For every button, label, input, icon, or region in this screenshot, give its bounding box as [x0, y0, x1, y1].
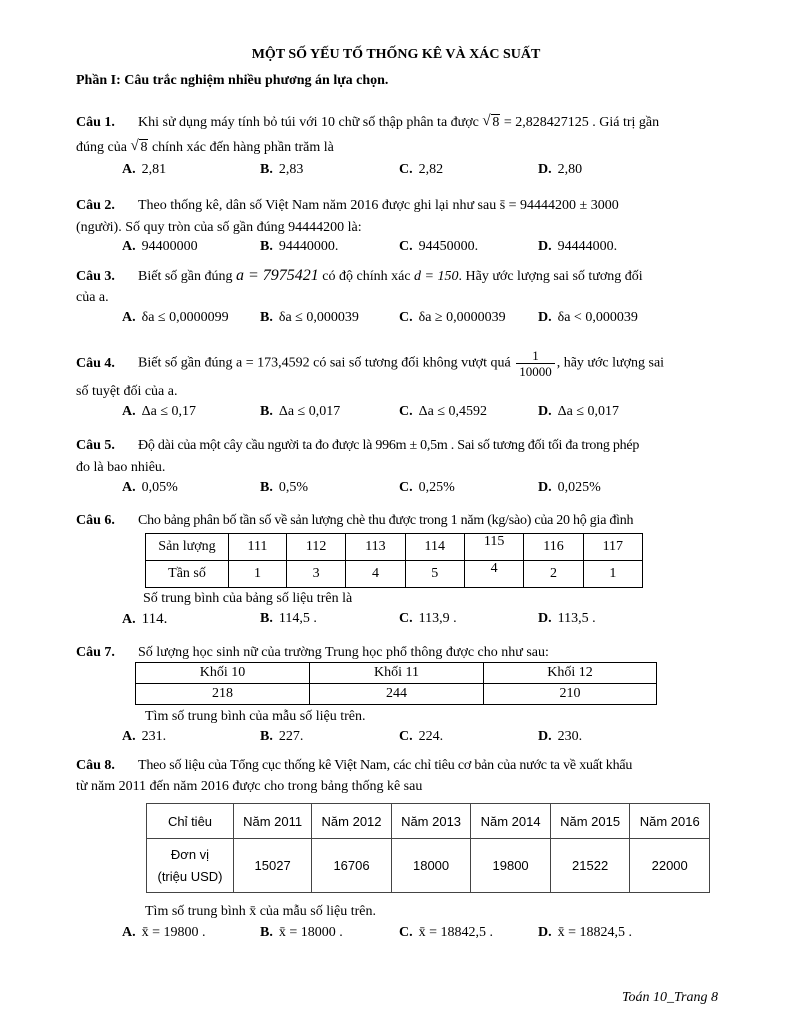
option-d[interactable]: D. 230.	[538, 729, 583, 744]
option-b[interactable]: B. x̄ = 18000 .	[260, 925, 343, 940]
question-text: , hãy ước lượng sai	[556, 355, 665, 371]
table-cell: 16706	[312, 839, 392, 893]
sqrt-symbol: √ 8	[482, 113, 500, 130]
question-number: Câu 4.	[76, 355, 115, 371]
table-cell: Năm 2014	[471, 804, 551, 839]
question-number: Câu 7.	[76, 645, 115, 660]
answer-options-8	[122, 925, 722, 945]
question-1-cont	[76, 138, 718, 158]
table-cell: Khối 12	[484, 663, 657, 684]
question-1	[76, 113, 718, 133]
question-5-cont: đo là bao nhiêu.	[76, 460, 166, 475]
option-d[interactable]: D. 113,5 .	[538, 611, 596, 626]
table-cell: Khối 10	[136, 663, 310, 684]
table-cell: Tần số	[146, 561, 229, 588]
question-text: Khi sử dụng máy tính bỏ túi với 10 chữ số thập phân ta được	[138, 115, 483, 130]
question-number: Câu 1.	[76, 115, 115, 130]
page-footer: Toán 10_Trang 8	[622, 990, 718, 1005]
table-cell: 1	[583, 561, 642, 588]
table-row	[146, 534, 643, 561]
question-text: Biết số gần đúng	[138, 355, 236, 371]
option-d[interactable]: D. 0,025%	[538, 480, 601, 495]
question-text: Theo số liệu của Tổng cục thống kê Việt Nam, các chỉ tiêu cơ bản của nước ta về xuất khẩu	[138, 758, 633, 773]
table-row	[147, 839, 710, 893]
option-a[interactable]: A. δa ≤ 0,0000099	[122, 310, 229, 325]
option-a[interactable]: A. 94400000	[122, 239, 198, 254]
question-number: Câu 2.	[76, 198, 115, 213]
table-cell: 21522	[550, 839, 630, 893]
page-title: MỘT SỐ YẾU TỐ THỐNG KÊ VÀ XÁC SUẤT	[251, 47, 541, 62]
table-cell: 244	[310, 684, 484, 705]
table-cell: Năm 2012	[312, 804, 392, 839]
table-cell: 115	[464, 534, 523, 561]
question-number: Câu 5.	[76, 438, 115, 453]
option-b[interactable]: B. 227.	[260, 729, 304, 744]
table-cell: Sản lượng	[146, 534, 229, 561]
table-cell: 1	[229, 561, 287, 588]
question-4-cont: số tuyệt đối của a.	[76, 384, 178, 399]
answer-options-7	[122, 729, 722, 749]
option-a[interactable]: A. 0,05%	[122, 480, 178, 495]
option-d[interactable]: D. δa < 0,000039	[538, 310, 638, 325]
table-cell: 2	[524, 561, 583, 588]
frequency-table	[145, 533, 643, 588]
option-d[interactable]: D. Δa ≤ 0,017	[538, 404, 620, 419]
option-b[interactable]: B. 0,5%	[260, 480, 309, 495]
option-a[interactable]: A. Δa ≤ 0,17	[122, 404, 197, 419]
option-d[interactable]: D. 2,80	[538, 162, 583, 177]
table-cell: Năm 2016	[630, 804, 710, 839]
formula: a = 173,4592	[236, 355, 310, 371]
option-b[interactable]: B. 114,5 .	[260, 611, 317, 626]
option-c[interactable]: C. 113,9 .	[399, 611, 457, 626]
table-cell: 218	[136, 684, 310, 705]
table-cell: 4	[464, 561, 523, 588]
table-cell: Năm 2015	[550, 804, 630, 839]
answer-options-6	[122, 611, 722, 631]
table-cell: Chỉ tiêu	[147, 804, 234, 839]
question-8-cont: từ năm 2011 đến năm 2016 được cho trong bảng thống kê sau	[76, 779, 423, 794]
table-cell: 112	[286, 534, 345, 561]
table-row	[147, 804, 710, 839]
option-c[interactable]: C. 0,25%	[399, 480, 455, 495]
table-cell: 22000	[630, 839, 710, 893]
question-number: Câu 8.	[76, 758, 115, 773]
question-2	[76, 196, 718, 216]
option-b[interactable]: B. δa ≤ 0,000039	[260, 310, 359, 325]
table-cell: 18000	[391, 839, 471, 893]
table-cell: 19800	[471, 839, 551, 893]
option-a[interactable]: A. 231.	[122, 729, 167, 744]
question-3-cont: của a.	[76, 290, 109, 305]
question-text: Số lượng học sinh nữ của trường Trung học phổ thông được cho như sau:	[138, 645, 549, 660]
option-c[interactable]: C. 2,82	[399, 162, 444, 177]
question-text: đúng của	[76, 140, 131, 155]
answer-options-2	[122, 239, 722, 259]
question-text: = 2,828427125 . Giá trị gần	[500, 115, 660, 130]
option-b[interactable]: B. 2,83	[260, 162, 304, 177]
question-number: Câu 3.	[76, 269, 115, 284]
table-cell: 210	[484, 684, 657, 705]
formula: a = 7975421	[236, 267, 319, 284]
option-b[interactable]: B. Δa ≤ 0,017	[260, 404, 341, 419]
table-cell: Năm 2013	[391, 804, 471, 839]
answer-options-4	[122, 404, 722, 424]
option-d[interactable]: D. 94444000.	[538, 239, 618, 254]
table-cell: 5	[405, 561, 464, 588]
question-text: . Hãy ước lượng sai số tương đối	[458, 269, 643, 284]
table-cell: 3	[286, 561, 345, 588]
question-7	[76, 643, 718, 663]
table-cell: 111	[229, 534, 287, 561]
sqrt-symbol: √ 8	[130, 138, 148, 155]
table-cell: 114	[405, 534, 464, 561]
question-8	[76, 756, 718, 776]
option-c[interactable]: C. 94450000.	[399, 239, 479, 254]
table-row	[136, 684, 657, 705]
fraction: $\frac{1}{10000}$	[516, 348, 555, 379]
table-cell: 116	[524, 534, 583, 561]
question-6	[76, 511, 718, 531]
option-d[interactable]: D. x̄ = 18824,5 .	[538, 925, 633, 940]
table-cell: Đơn vị (triệu USD)	[147, 839, 234, 893]
table-cell: 113	[346, 534, 405, 561]
question-text: có sai số tương đối không vượt quá	[309, 355, 515, 371]
question-text: Độ dài của một cây cầu người ta đo được là 996m ± 0,5m . Sai số tương đối tối đa trong phép	[138, 438, 640, 453]
export-table	[146, 803, 710, 893]
question-text: Cho bảng phân bố tần số về sản lượng chè thu được trong 1 năm (kg/sào) của 20 hộ gia đình	[138, 513, 634, 528]
question-3	[76, 266, 718, 287]
option-c[interactable]: C. δa ≥ 0,0000039	[399, 310, 506, 325]
question-number: Câu 6.	[76, 513, 115, 528]
option-c[interactable]: C. x̄ = 18842,5 .	[399, 925, 494, 940]
table-cell: Khối 11	[310, 663, 484, 684]
question-text: chính xác đến hàng phần trăm là	[148, 140, 334, 155]
formula: d = 150	[414, 269, 459, 284]
question-2-cont: (người). Số quy tròn của số gần đúng 94444200 là:	[76, 220, 362, 235]
question-text: Biết số gần đúng	[138, 269, 236, 284]
students-table	[135, 662, 657, 705]
part-heading: Phần I: Câu trắc nghiệm nhiều phương án lựa chọn.	[76, 73, 389, 88]
option-a[interactable]: A. x̄ = 19800 .	[122, 925, 206, 940]
table-cell: Năm 2011	[234, 804, 312, 839]
option-c[interactable]: C. Δa ≤ 0,4592	[399, 404, 488, 419]
table-cell: 15027	[234, 839, 312, 893]
question-8-cont2: Tìm số trung bình x̄ của mẫu số liệu trên.	[145, 904, 376, 919]
question-4	[76, 348, 718, 379]
question-7-cont: Tìm số trung bình của mẫu số liệu trên.	[145, 709, 366, 724]
table-cell: 4	[346, 561, 405, 588]
table-row	[146, 561, 643, 588]
answer-options-5	[122, 480, 722, 500]
question-5	[76, 436, 718, 456]
question-text: Theo thống kê, dân số Việt Nam năm 2016 được ghi lại như sau	[138, 198, 500, 213]
table-cell: 117	[583, 534, 642, 561]
question-text: có độ chính xác	[318, 269, 415, 284]
answer-options-1	[122, 162, 722, 182]
question-6-cont: Số trung bình của bảng số liệu trên là	[143, 591, 353, 606]
option-a[interactable]: A. 2,81	[122, 162, 167, 177]
formula: s̄ = 94444200 ± 3000	[499, 198, 619, 213]
option-a[interactable]: A. 114.	[122, 611, 168, 627]
answer-options-3	[122, 310, 722, 330]
option-c[interactable]: C. 224.	[399, 729, 444, 744]
option-b[interactable]: B. 94440000.	[260, 239, 339, 254]
table-row	[136, 663, 657, 684]
